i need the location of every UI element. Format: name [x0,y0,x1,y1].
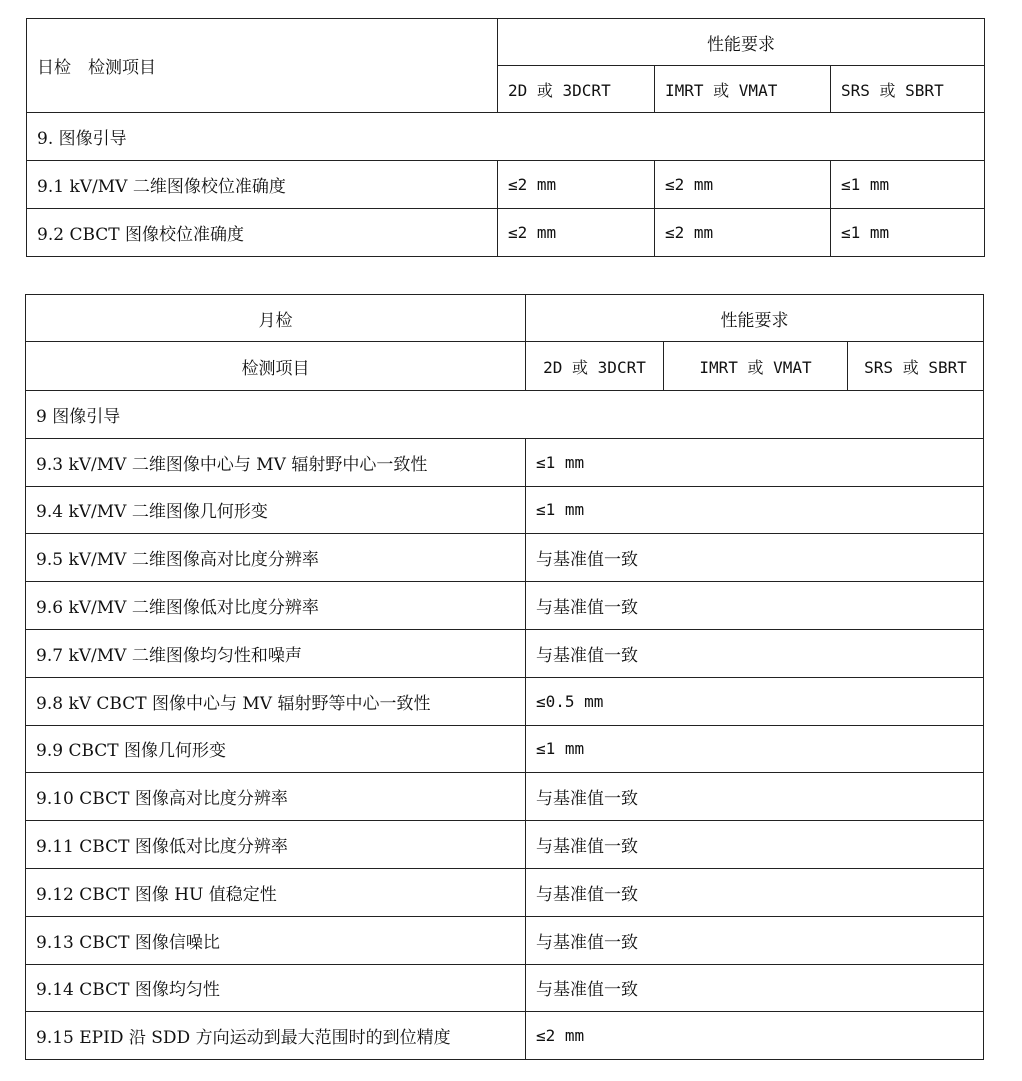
monthly-section-title: 9 图像引导 [26,391,984,439]
monthly-item: 9.10 CBCT 图像高对比度分辨率 [26,773,526,821]
monthly-item: 9.12 CBCT 图像 HU 值稳定性 [26,868,526,916]
table-row [26,725,984,773]
monthly-col-2d-3dcrt: 2D 或 3DCRT [526,342,664,391]
table-row [26,438,984,486]
table-row [26,1012,984,1060]
daily-item: 9.2 CBCT 图像校位准确度 [27,209,498,257]
table-row [26,534,984,582]
monthly-value: 与基准值一致 [526,821,984,869]
daily-performance-header: 性能要求 [498,19,985,66]
monthly-value: ≤0.5 mm [526,677,984,725]
table-row [26,964,984,1012]
monthly-value: ≤1 mm [526,725,984,773]
monthly-value: ≤1 mm [526,438,984,486]
daily-section-title: 9. 图像引导 [27,113,985,161]
daily-value-imrt: ≤2 mm [655,161,831,209]
table-row [26,868,984,916]
monthly-value: ≤1 mm [526,486,984,534]
monthly-item: 9.5 kV/MV 二维图像高对比度分辨率 [26,534,526,582]
monthly-value: 与基准值一致 [526,916,984,964]
table-row [27,209,985,257]
monthly-value: 与基准值一致 [526,964,984,1012]
monthly-period-header: 月检 [26,295,526,342]
monthly-header-row [26,295,984,342]
monthly-item: 9.11 CBCT 图像低对比度分辨率 [26,821,526,869]
monthly-col-imrt-vmat: IMRT 或 VMAT [664,342,848,391]
monthly-item: 9.6 kV/MV 二维图像低对比度分辨率 [26,582,526,630]
monthly-value: 与基准值一致 [526,868,984,916]
daily-value-2d: ≤2 mm [498,161,655,209]
monthly-check-table [25,294,984,1060]
table-row [26,629,984,677]
daily-col-2d-3dcrt: 2D 或 3DCRT [498,66,655,113]
monthly-section-row [26,391,984,439]
monthly-value: 与基准值一致 [526,534,984,582]
monthly-value: 与基准值一致 [526,582,984,630]
daily-value-imrt: ≤2 mm [655,209,831,257]
monthly-item: 9.14 CBCT 图像均匀性 [26,964,526,1012]
daily-value-srs: ≤1 mm [831,161,985,209]
monthly-item: 9.7 kV/MV 二维图像均匀性和噪声 [26,629,526,677]
table-row [27,161,985,209]
daily-header-row [27,19,985,66]
monthly-item: 9.13 CBCT 图像信噪比 [26,916,526,964]
monthly-item-header: 检测项目 [26,342,526,391]
monthly-item: 9.15 EPID 沿 SDD 方向运动到最大范围时的到位精度 [26,1012,526,1060]
daily-value-2d: ≤2 mm [498,209,655,257]
daily-item: 9.1 kV/MV 二维图像校位准确度 [27,161,498,209]
daily-col-srs-sbrt: SRS 或 SBRT [831,66,985,113]
table-row [26,486,984,534]
daily-item-header: 日检 检测项目 [27,19,498,113]
daily-col-imrt-vmat: IMRT 或 VMAT [655,66,831,113]
table-row [26,916,984,964]
daily-value-srs: ≤1 mm [831,209,985,257]
monthly-value: ≤2 mm [526,1012,984,1060]
monthly-item: 9.9 CBCT 图像几何形变 [26,725,526,773]
table-row [26,821,984,869]
table-row [26,773,984,821]
monthly-item: 9.4 kV/MV 二维图像几何形变 [26,486,526,534]
monthly-col-srs-sbrt: SRS 或 SBRT [848,342,984,391]
daily-section-row [27,113,985,161]
daily-check-table [26,18,985,257]
table-row [26,582,984,630]
monthly-performance-header: 性能要求 [526,295,984,342]
monthly-item: 9.8 kV CBCT 图像中心与 MV 辐射野等中心一致性 [26,677,526,725]
monthly-value: 与基准值一致 [526,773,984,821]
monthly-subheader-row [26,342,984,391]
monthly-item: 9.3 kV/MV 二维图像中心与 MV 辐射野中心一致性 [26,438,526,486]
monthly-value: 与基准值一致 [526,629,984,677]
table-row [26,677,984,725]
